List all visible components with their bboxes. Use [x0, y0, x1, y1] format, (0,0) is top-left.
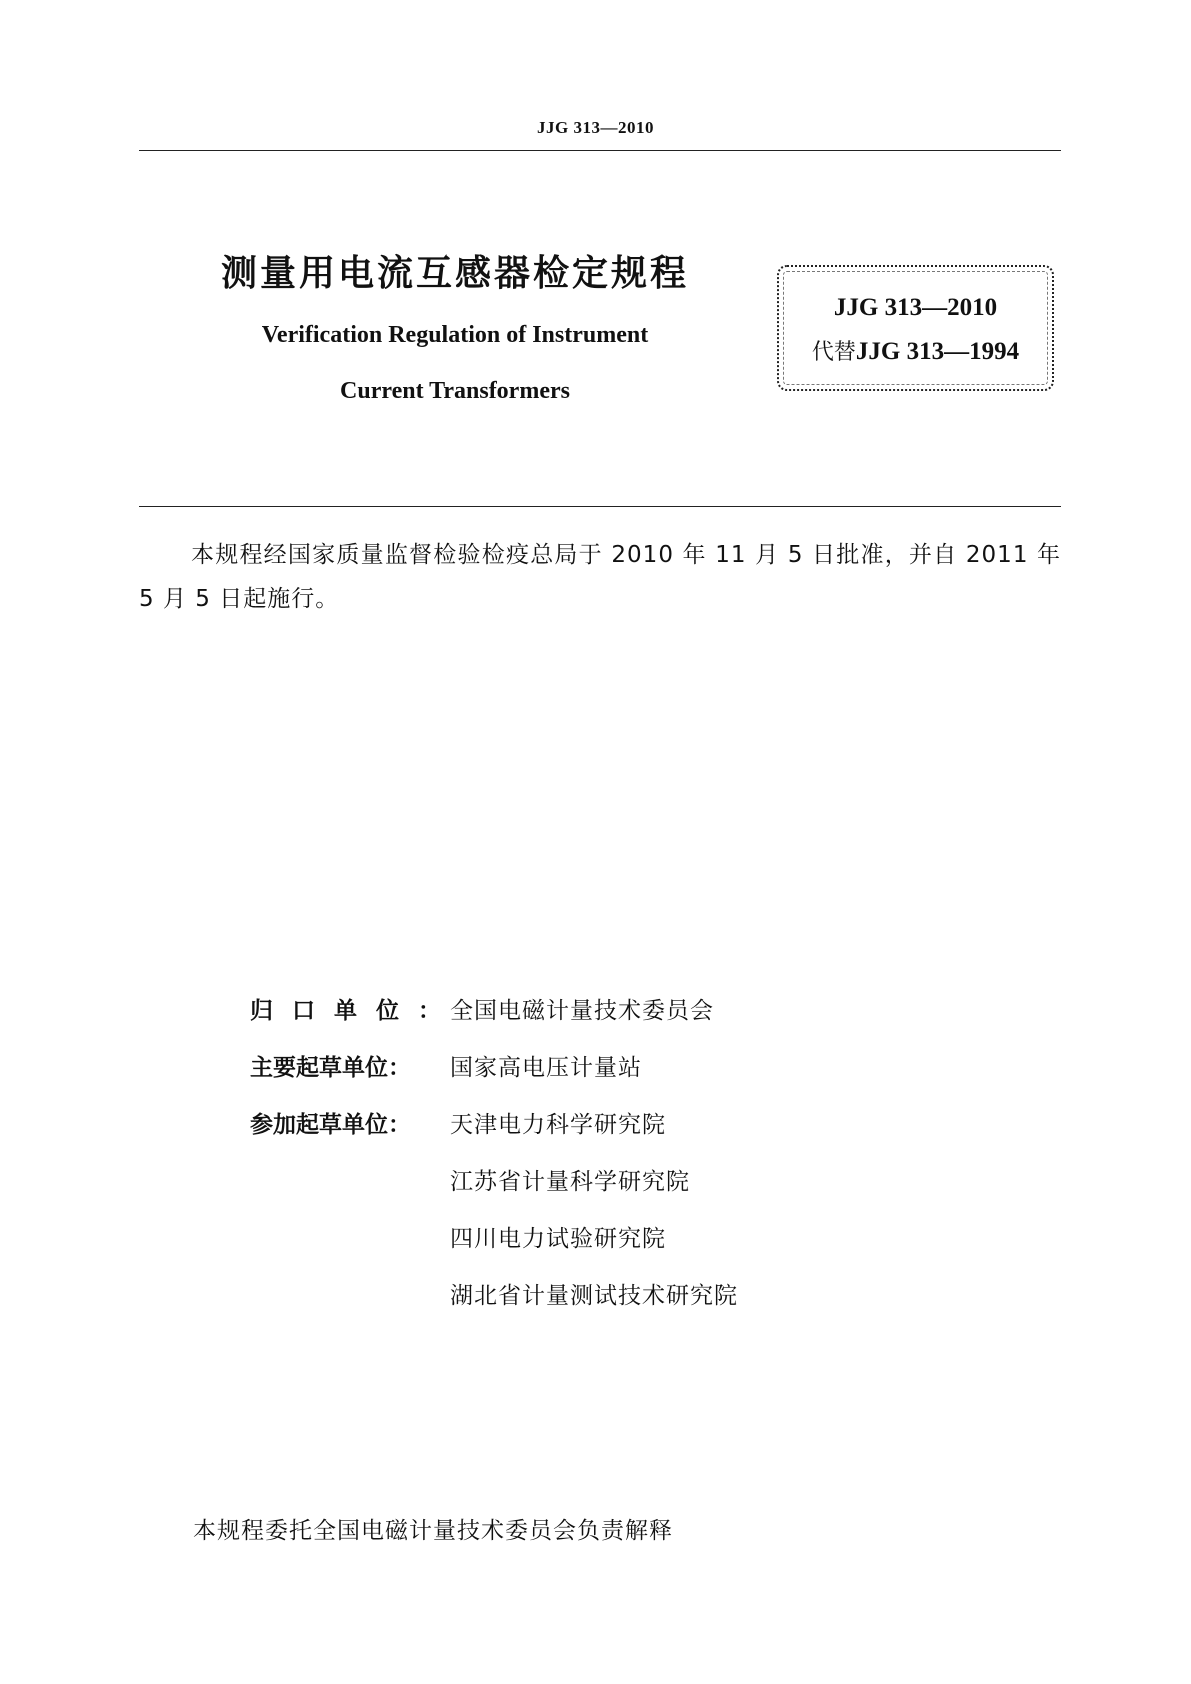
header-standard-code: JJG 313—2010 [537, 118, 654, 137]
participating-unit-row [250, 1151, 738, 1208]
main-drafting-unit-value: 国家高电压计量站 [450, 1055, 642, 1081]
responsible-unit-label: 归口单位： [250, 998, 441, 1024]
title-english-line2: Current Transformers [340, 378, 570, 404]
header-rule [139, 150, 1061, 151]
responsible-unit-value: 全国电磁计量技术委员会 [450, 998, 714, 1024]
participating-unit-row [250, 1094, 738, 1151]
participating-unit-value: 天津电力科学研究院 [450, 1112, 666, 1138]
participating-unit-value: 四川电力试验研究院 [450, 1226, 666, 1252]
participating-unit-row [250, 1265, 738, 1322]
title-english-line1: Verification Regulation of Instrument [261, 322, 649, 348]
approval-paragraph: 本规程经国家质量监督检验检疫总局于 2010 年 11 月 5 日批准，并自 2011 年 5 月 5 日起施行。 [139, 542, 1061, 612]
standard-number-box [777, 265, 1054, 391]
drafting-units-block [250, 980, 738, 1322]
participating-unit-row [250, 1208, 738, 1265]
participating-unit-label: 参加起草单位： [250, 1112, 411, 1138]
title-divider-rule [139, 506, 1061, 507]
replaces-number: JJG 313—1994 [855, 338, 1020, 365]
responsible-unit-row [250, 980, 738, 1037]
participating-unit-value: 江苏省计量科学研究院 [450, 1169, 690, 1195]
interpretation-note: 本规程委托全国电磁计量技术委员会负责解释 [193, 1518, 673, 1544]
main-drafting-unit-label: 主要起草单位： [250, 1055, 411, 1081]
replaces-line [779, 335, 1052, 366]
participating-unit-value: 湖北省计量测试技术研究院 [450, 1283, 738, 1309]
standard-number: JJG 313—2010 [833, 294, 998, 321]
replaces-prefix: 代替 [811, 340, 856, 365]
main-drafting-unit-row [250, 1037, 738, 1094]
title-chinese: 测量用电流互感器检定规程 [220, 253, 689, 294]
